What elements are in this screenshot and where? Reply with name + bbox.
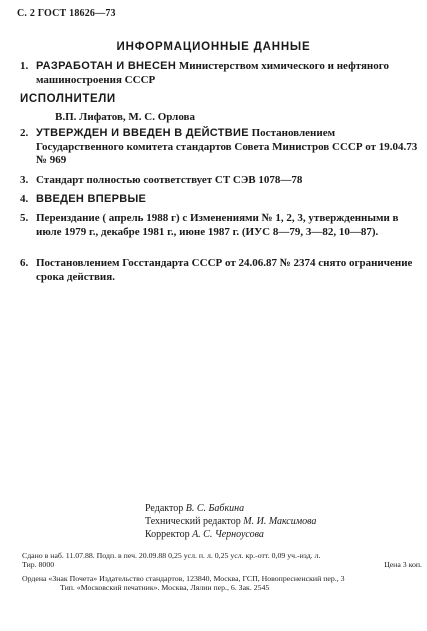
item-text: Постановлением Госстандарта СССР от 24.06.87 № 2374 снято ограничение срока действия. <box>36 257 413 283</box>
item-lead: РАЗРАБОТАН И ВНЕСЕН <box>36 60 177 72</box>
item-number: 3. <box>20 174 29 186</box>
imprint-line: Сдано в наб. 11.07.88. Подп. в печ. 20.09.88 0,25 усл. п. л. 0,25 усл. кр.-отт. 0,09 уч.-изд. л. <box>22 551 321 560</box>
list-item <box>20 257 420 284</box>
imprint-publisher: Ордена «Знак Почета» Издательство стандартов, 123840, Москва, ГСП, Новопресненский пер., 3 <box>22 574 345 583</box>
item-number: 5. <box>20 212 29 224</box>
item-lead: УТВЕРЖДЕН И ВВЕДЕН В ДЕЙСТВИЕ <box>36 127 249 139</box>
credit-name: В. С. Бабкина <box>185 503 245 514</box>
credit-proofreader <box>145 529 264 540</box>
item-text: Министерством химического и нефтяного машиностроения СССР <box>36 60 389 86</box>
executors-names: В.П. Лифатов, М. С. Орлова <box>55 111 195 123</box>
list-item <box>20 60 420 87</box>
credit-tech-editor <box>145 516 316 527</box>
price: Цена 3 коп. <box>384 560 422 569</box>
credit-role: Технический редактор <box>145 516 241 527</box>
item-number: 2. <box>20 127 29 139</box>
item-text: Переиздание ( апрель 1988 г) с Изменениями № 1, 2, 3, утвержденными в июле 1979 г., декабре 1981 г., июне 1987 г. (ИУС 8—79, 3—82, 10—87). <box>36 212 399 238</box>
print-run: Тир. 8000 <box>22 560 55 569</box>
item-text: Стандарт полностью соответствует СТ СЭВ 1078—78 <box>36 174 303 186</box>
item-number: 1. <box>20 60 29 72</box>
list-item <box>20 127 420 168</box>
executors-heading: ИСПОЛНИТЕЛИ <box>20 93 116 105</box>
page-header: С. 2 ГОСТ 18626—73 <box>17 8 116 19</box>
credit-name: А. С. Черноусова <box>192 529 264 540</box>
page-title: ИНФОРМАЦИОННЫЕ ДАННЫЕ <box>116 41 311 53</box>
item-number: 4. <box>20 193 29 205</box>
list-item <box>20 212 420 239</box>
credit-name: М. И. Максимова <box>243 516 317 527</box>
credit-role: Корректор <box>145 529 190 540</box>
list-item <box>20 193 420 207</box>
imprint-line <box>22 560 422 570</box>
item-lead: ВВЕДЕН ВПЕРВЫЕ <box>36 193 147 205</box>
credit-editor <box>145 503 244 514</box>
credit-role: Редактор <box>145 503 184 514</box>
list-item <box>20 174 420 188</box>
imprint-printer: Тип. «Московский печатник». Москва, Лялин пер., 6. Зак. 2545 <box>60 583 270 592</box>
item-number: 6. <box>20 257 29 269</box>
item-text: Постановлением Государственного комитета стандартов Совета Министров СССР от 19.04.73 № 969 <box>36 127 418 166</box>
